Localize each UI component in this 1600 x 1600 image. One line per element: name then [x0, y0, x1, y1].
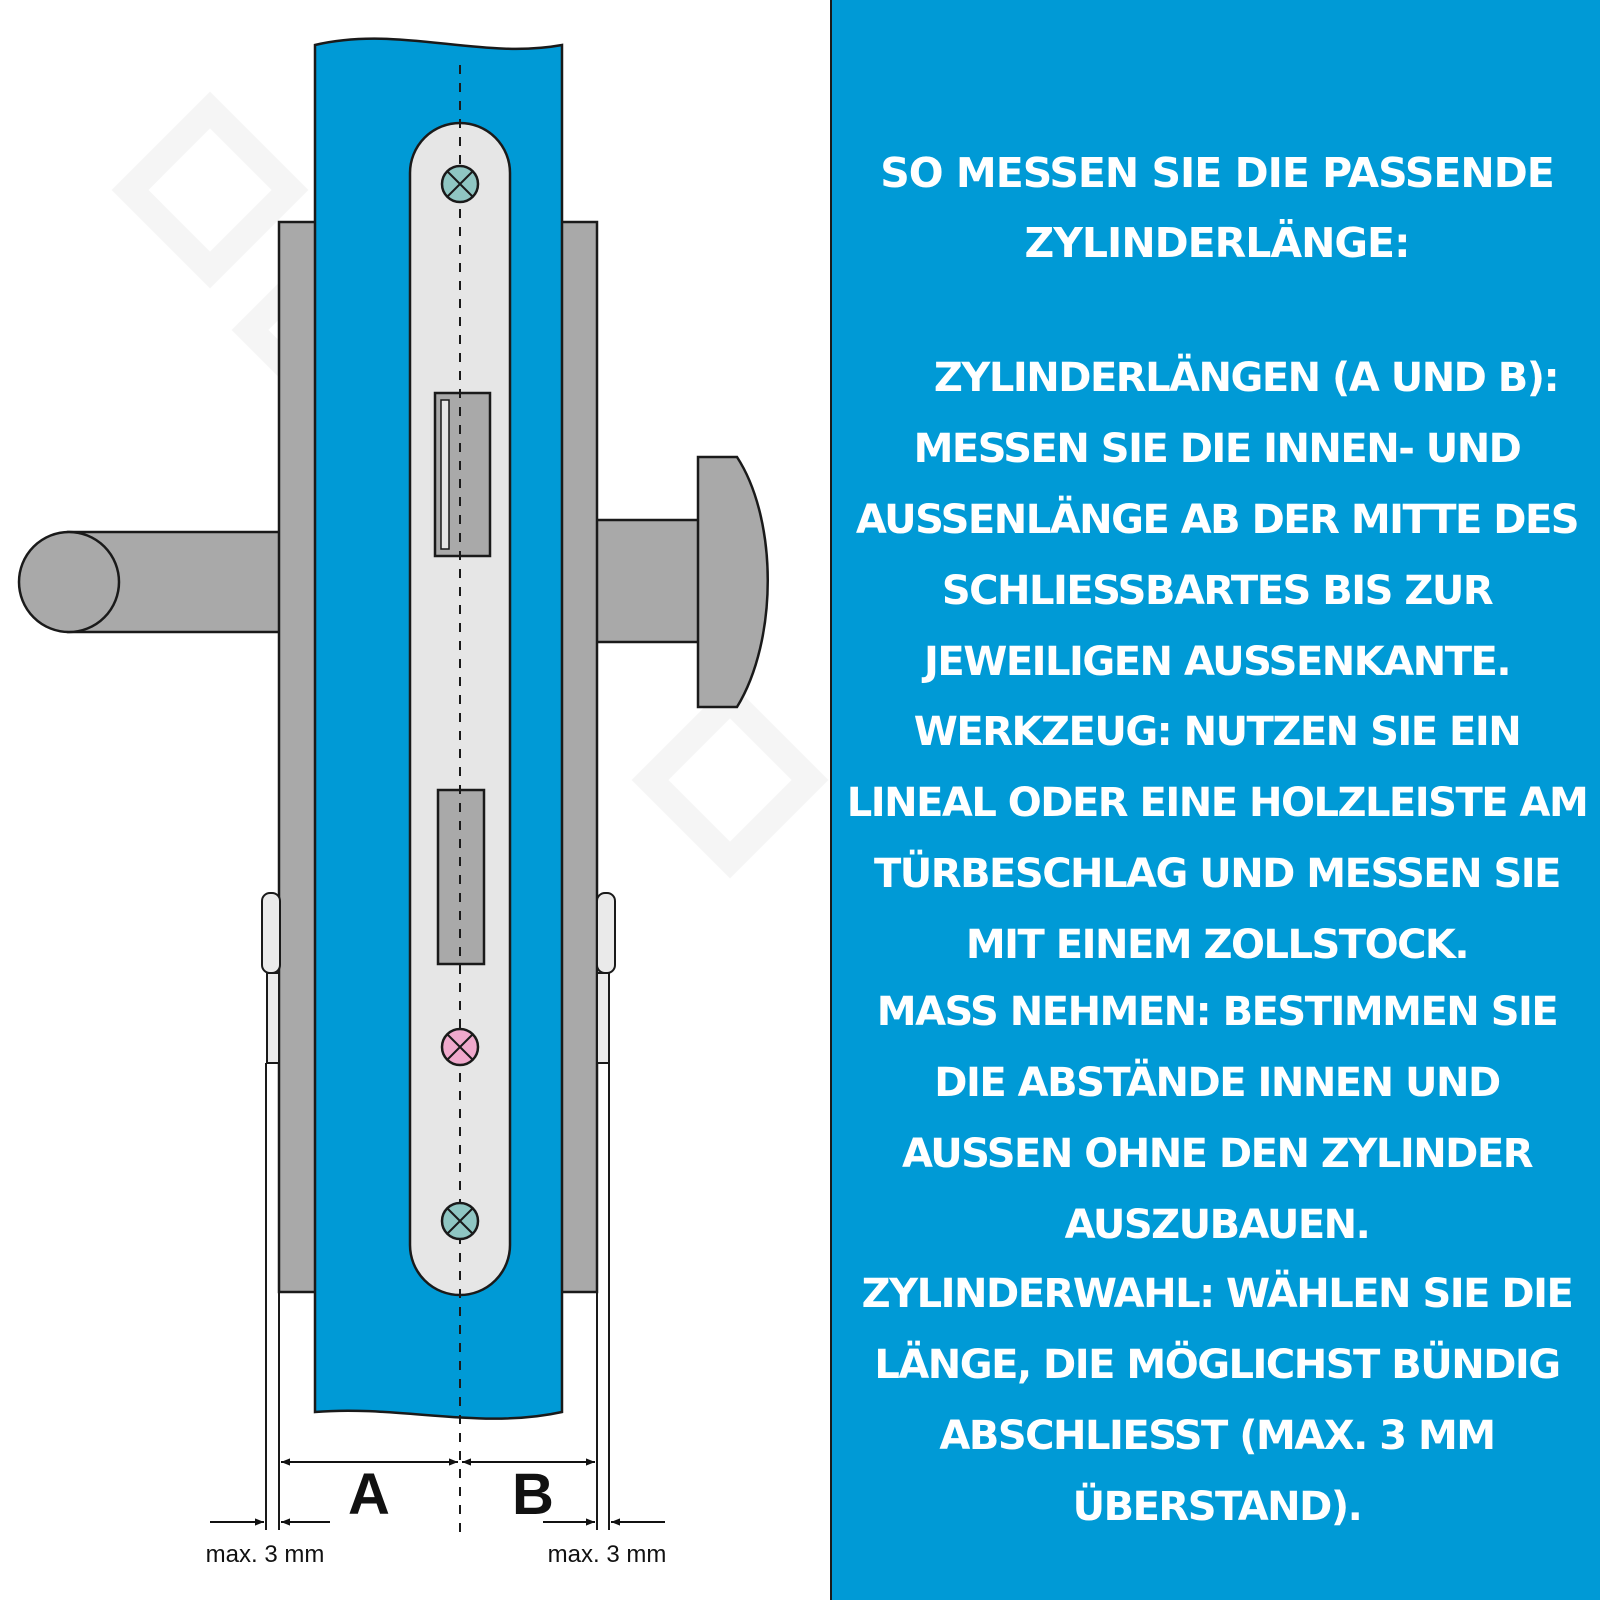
instructions-panel [830, 0, 1600, 1600]
left-max-3mm-label: max. 3 mm [205, 1541, 325, 1568]
left-escutcheon-plate [279, 222, 316, 1292]
instruction-measure: MASS NEHMEN: BESTIMMEN SIE DIE ABSTÄNDE INNEN UND AUSSEN OHNE DEN ZYLINDER AUSZUBAUEN. [876, 989, 1558, 1248]
right-max-3mm-label: max. 3 mm [547, 1541, 667, 1568]
dimension-b-label: B [512, 1462, 554, 1527]
left-lever-handle [19, 532, 283, 632]
latch-opening [435, 393, 490, 556]
right-escutcheon-plate [560, 222, 597, 1292]
instruction-cylinder-choice: ZYLINDERWAHL: WÄHLEN SIE DIE LÄNGE, DIE MÖGLICHST BÜNDIG ABSCHLIESST (MAX. 3 MM ÜBERSTAND). [861, 1271, 1573, 1530]
dimension-a-label: A [348, 1462, 390, 1527]
top-screw-icon [442, 166, 478, 202]
middle-screw-icon [442, 1029, 478, 1065]
left-cylinder-end [262, 893, 280, 1063]
right-knob-handle [595, 457, 768, 707]
instructions-title: SO MESSEN SIE DIE PASSENDE ZYLINDERLÄNGE: [880, 149, 1554, 267]
lock-faceplate [410, 123, 510, 1295]
instruction-tool: WERKZEUG: NUTZEN SIE EIN LINEAL ODER EINE HOLZLEISTE AM TÜRBESCHLAG UND MESSEN SIE MIT EINEM ZOLLSTOCK. [846, 709, 1588, 968]
bottom-screw-icon [442, 1203, 478, 1239]
instruction-cylinder-length-text: ZYLINDERLÄNGEN (A UND B): MESSEN SIE DIE INNEN- UND AUSSENLÄNGE AB DER MITTE DES SCHLIESSBARTES BIS ZUR JEWEILIGEN AUSSENKANTE. [855, 355, 1579, 685]
right-cylinder-end [597, 893, 615, 1063]
instruction-cylinder-length [846, 343, 1588, 698]
